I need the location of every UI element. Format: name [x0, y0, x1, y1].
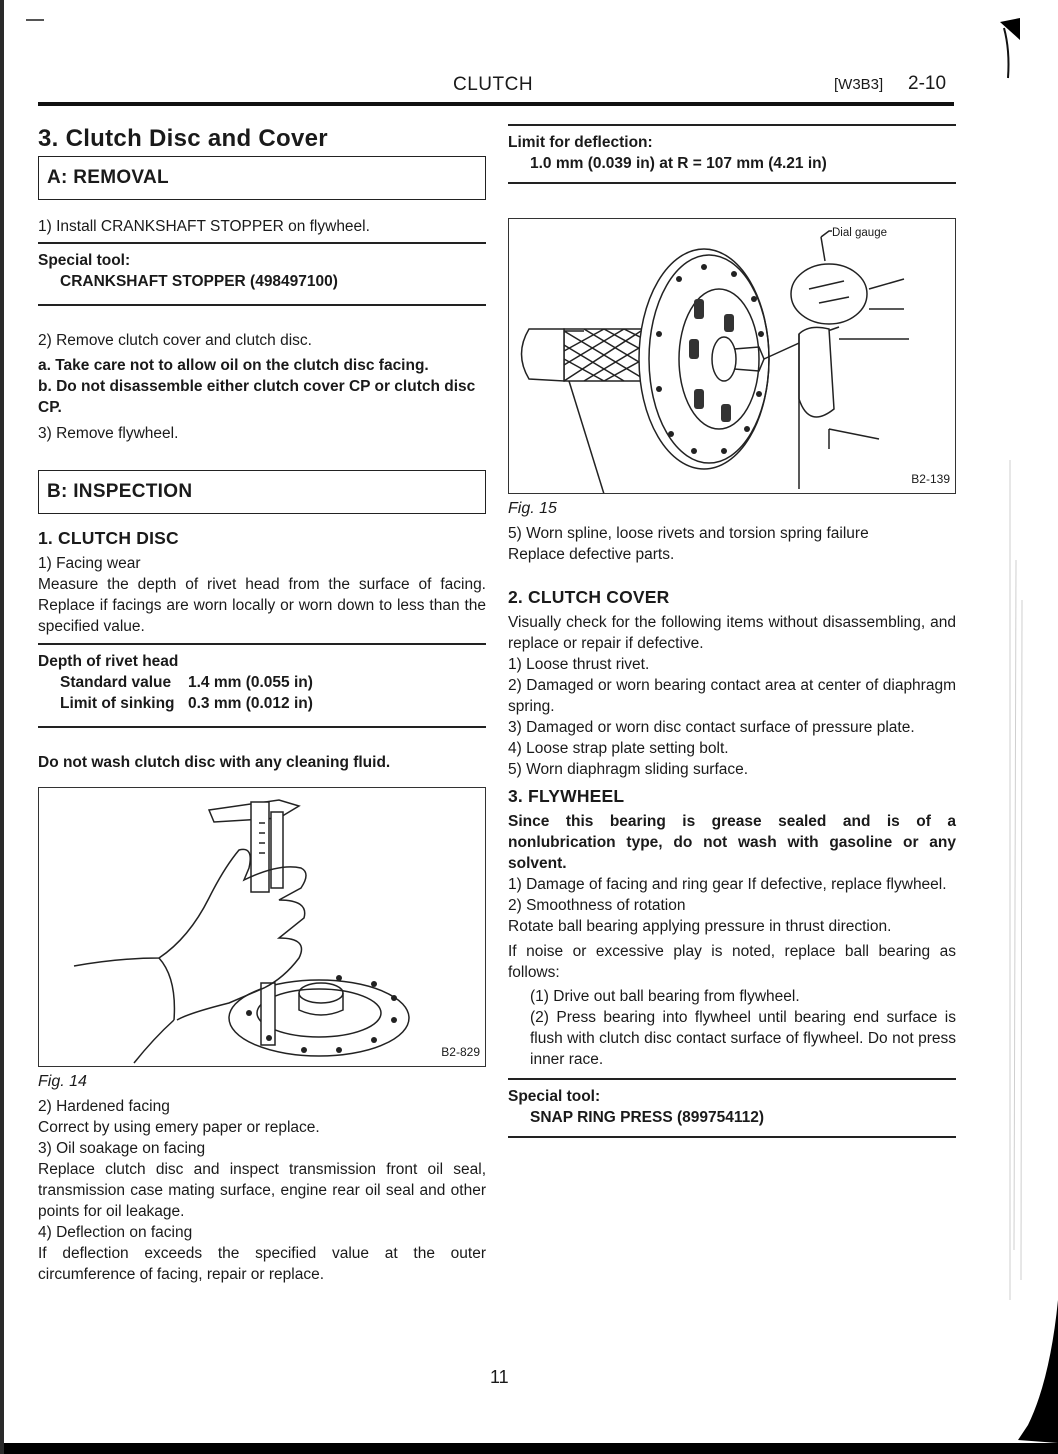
section-title: 3. Clutch Disc and Cover [38, 125, 328, 152]
clutch-cover-item: 5) Worn diaphragm sliding surface. [508, 761, 749, 778]
divider [38, 726, 486, 728]
oil-soakage-title: 3) Oil soakage on facing [38, 1140, 206, 1157]
flywheel-substep: (2) Press bearing into flywheel until bearing end surface is flush with clutch disc contact surface of flywheel. Do not press inner race. [530, 1009, 956, 1068]
flywheel-item-2-title: 2) Smoothness of rotation [508, 897, 686, 914]
removal-heading: A: REMOVAL [38, 156, 486, 200]
hardened-facing-title: 2) Hardened facing [38, 1098, 170, 1115]
dial-gauge-illustration [509, 219, 949, 493]
dial-gauge-label: Dial gauge [832, 227, 887, 239]
divider [508, 1078, 956, 1080]
clutch-cover-heading: 2. CLUTCH COVER [508, 587, 670, 607]
spec-value: 1.4 mm (0.055 in) [188, 674, 313, 691]
item5-text: Replace defective parts. [508, 546, 675, 563]
removal-step-3: 3) Remove flywheel. [38, 425, 179, 442]
scan-bottom-edge [4, 1443, 1058, 1454]
spec-row-standard [38, 672, 486, 693]
facing-wear-title: 1) Facing wear [38, 555, 141, 572]
spec-title: Depth of rivet head [38, 653, 179, 670]
left-column [38, 124, 486, 1285]
figure-caption: Fig. 15 [508, 500, 557, 517]
clutch-cover-item: 1) Loose thrust rivet. [508, 656, 650, 673]
spec-value: 0.3 mm (0.012 in) [188, 695, 313, 712]
page-number: 11 [490, 1367, 509, 1387]
header-rule [38, 102, 954, 106]
deflection-limit-value: 1.0 mm (0.039 in) at R = 107 mm (4.21 in) [530, 155, 827, 172]
divider [38, 242, 486, 244]
deflection-limit-label: Limit for deflection: [508, 134, 653, 151]
clutch-cover-item: 4) Loose strap plate setting bolt. [508, 740, 729, 757]
removal-step-2: 2) Remove clutch cover and clutch disc. [38, 332, 312, 349]
divider [38, 304, 486, 306]
facing-wear-text: Measure the depth of rivet head from the surface of facing. Replace if facings are worn locally or worn down to less than the specified value. [38, 576, 486, 635]
figure-caption: Fig. 14 [38, 1073, 87, 1090]
divider [38, 643, 486, 645]
removal-note-b: b. Do not disassemble either clutch cover CP or clutch disc CP. [38, 378, 476, 416]
header-page-ref: 2-10 [908, 73, 947, 94]
removal-step-1: 1) Install CRANKSHAFT STOPPER on flywheel. [38, 218, 370, 235]
hardened-facing-text: Correct by using emery paper or replace. [38, 1119, 320, 1136]
scan-left-edge [0, 0, 4, 1454]
right-column [508, 130, 956, 1142]
flywheel-noise-text: If noise or excessive play is noted, replace ball bearing as follows: [508, 943, 956, 981]
flywheel-heading: 3. FLYWHEEL [508, 786, 625, 806]
special-tool-label: Special tool: [38, 252, 131, 269]
figure-code: B2-829 [441, 1045, 480, 1059]
special-tool-value: SNAP RING PRESS (899754112) [530, 1109, 765, 1126]
divider [508, 1136, 956, 1138]
inspection-heading: B: INSPECTION [38, 470, 486, 514]
clutch-cover-intro: Visually check for the following items without disassembling, and replace or repair if defective. [508, 614, 956, 652]
flywheel-item-2-text: Rotate ball bearing applying pressure in thrust direction. [508, 918, 892, 935]
special-tool-label: Special tool: [508, 1088, 601, 1105]
deflection-text: If deflection exceeds the specified value at the outer circumference of facing, repair or replace. [38, 1245, 486, 1283]
divider [508, 182, 956, 184]
header-section-title: CLUTCH [453, 74, 534, 95]
divider [508, 124, 956, 126]
spec-row-limit [38, 693, 486, 714]
figure-code: B2-139 [911, 472, 950, 486]
flywheel-caution: Since this bearing is grease sealed and is of a nonlubrication type, do not wash with gasoline or any solvent. [508, 813, 956, 872]
clutch-disc-heading: 1. CLUTCH DISC [38, 528, 179, 548]
deflection-title: 4) Deflection on facing [38, 1224, 193, 1241]
cleaning-warning: Do not wash clutch disc with any cleaning fluid. [38, 754, 391, 771]
figure-15 [508, 218, 956, 494]
spec-label: Standard value [60, 674, 172, 691]
flywheel-substep: (1) Drive out ball bearing from flywheel. [530, 988, 800, 1005]
spec-label: Limit of sinking [60, 695, 175, 712]
clutch-cover-item: 2) Damaged or worn bearing contact area at center of diaphragm spring. [508, 677, 956, 715]
removal-note-a: a. Take care not to allow oil on the clutch disc facing. [38, 357, 429, 374]
header-section-code: [W3B3] [834, 76, 884, 93]
oil-soakage-text: Replace clutch disc and inspect transmission front oil seal, transmission case mating surface, engine rear oil seal and other points for oil leakage. [38, 1161, 486, 1220]
scan-mark [26, 19, 44, 21]
item5-title: 5) Worn spline, loose rivets and torsion spring failure [508, 525, 869, 542]
clutch-cover-item: 3) Damaged or worn disc contact surface of pressure plate. [508, 719, 915, 736]
special-tool-value: CRANKSHAFT STOPPER (498497100) [60, 273, 338, 290]
figure-14 [38, 787, 486, 1067]
page-curl-shadow [988, 0, 1058, 1454]
caliper-measuring-illustration [39, 788, 485, 1066]
flywheel-item-1: 1) Damage of facing and ring gear If defective, replace flywheel. [508, 876, 947, 893]
